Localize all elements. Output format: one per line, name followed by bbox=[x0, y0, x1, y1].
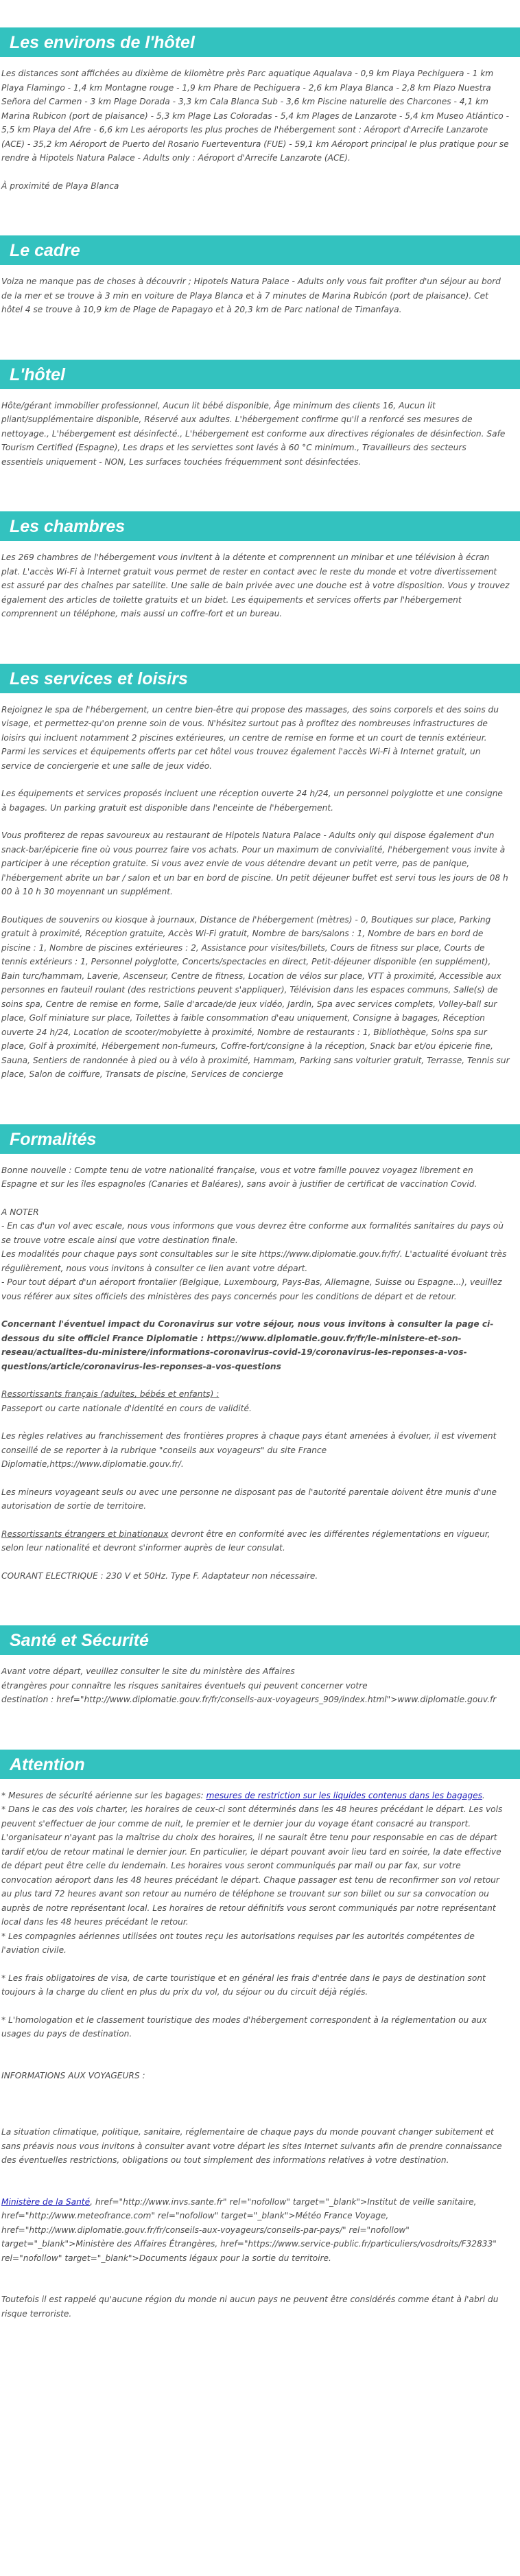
services-paragraph-4: Boutiques de souvenirs ou kiosque à journaux, Distance de l'hébergement (mètres) - 0, Boutiques sur place, Parking gratuit à proximité, Réception gratuite, Accès Wi-Fi gratuit, Nombre de bars/salons : 1, Nombre de bars en bord de piscine : 1, Nombre de piscines extérieures : 2, Assistance pour visites/billets, Cours de fitness sur place, Courts de tennis extérieurs : 1, Personnel polyglotte, Concerts/spectacles en direct, Petit-déjeuner disponible (en supplément), Bain turc/hammam, Laverie, Ascenseur, Centre de fitness, Location de vélos sur place, VTT à proximité, Accessible aux personnes en fauteuil roulant (des restrictions peuvent s'appliquer), Télévision dans les espaces communs, Salle(s) de soins spa, Centre de remise en forme, Salle d'arcade/de jeux vidéo, Jardin, Spa avec services complets, Volley-ball sur place, Golf miniature sur place, Toilettes à faible consommation d'eau uniquement, Consigne à bagages, Réception ouverte 24 h/24, Location de scooter/mobylette à proximité, Nombre de restaurants : 1, Bibliothèque, Soins spa sur place, Golf à proximité, Hébergement non-fumeurs, Coffre-fort/consigne à la réception, Snack bar et/ou épicerie fine, Sauna, Sentiers de randonnée à pied ou à vélo à proximité, Hammam, Parking sans voiturier gratuit, Terrasse, Tennis sur place, Salon de coiffure, Transats de piscine, Services de concierge bbox=[1, 914, 510, 1079]
chambres-paragraph: Les 269 chambres de l'hébergement vous invitent à la détente et comprennent un minibar et une télévision à écran plat. L'accès Wi-Fi à Internet gratuit vous permet de rester en contact avec le reste du monde et votre divertissement est assuré par des chaînes par satellite. Une salle de bain privée avec une douche est à votre disposition. Vous y trouvez également des articles de toilette gratuits et un bidet. Les équipements et services offerts par l'hébergement comprennent un téléphone, mais aussi un coffre-fort et un bureau. bbox=[1, 553, 510, 618]
section-hotel bbox=[0, 360, 520, 469]
etrangers-text: devront être en conformité avec les différentes réglementations en vigueur, selon leur nationalité et devront s'informer auprès de leur consulat. bbox=[1, 1529, 491, 1553]
courant-electrique: COURANT ELECTRIQUE : 230 V et 50Hz. Type F. Adaptateur non nécessaire. bbox=[1, 1570, 318, 1581]
ministere-paragraph bbox=[1, 2195, 510, 2266]
ministere-links-text: , href="http://www.invs.sante.fr" rel="nofollow" target="_blank">Institut de veille sanitaire, href="http://www.meteofrance.com" rel="nofollow" target="_blank">Météo France Voyage, href="http://www.diplomatie.gouv.fr/fr/conseils-aux-voyageurs/conseils-par-pays/" rel="nofollow" target="_blank">Ministère des Affaires Étrangères, href="https://www.service-public.fr/particuliers/vosdroits/F32833" rel="nofollow" target="_blank">Documents légaux pour la sortie du territoire. bbox=[1, 2196, 497, 2263]
section-cadre bbox=[0, 235, 520, 317]
mineurs-paragraph: Les mineurs voyageant seuls ou avec une personne ne disposant pas de l'autorité parentale doivent être munis d'une autorisation de sortie de territoire. bbox=[1, 1487, 497, 1511]
etrangers-label: Ressortissants étrangers et binationaux bbox=[1, 1529, 169, 1539]
sante-line: étrangères pour connaître les risques sanitaires éventuels qui peuvent concerner votre bbox=[1, 1680, 368, 1691]
environs-proximity: À proximité de Playa Blanca bbox=[1, 181, 119, 191]
services-paragraph-2: Les équipements et services proposés incluent une réception ouverte 24 h/24, un personnel polyglotte et une consigne à bagages. Un parking gratuit est disponible dans l'enceinte de l'hébergement. bbox=[1, 789, 503, 813]
sante-line: Avant votre départ, veuillez consulter le site du ministère des Affaires bbox=[1, 1667, 295, 1676]
section-title-hotel: L'hôtel bbox=[0, 360, 520, 389]
mesures-line bbox=[1, 1789, 510, 1803]
formalites-intro: Bonne nouvelle : Compte tenu de votre nationalité française, vous et votre famille pouvez voyagez librement en Espagne et sur les îles espagnoles (Canaries et Baléares), sans avoir à justifier de certificat de vaccination Covid. bbox=[1, 1165, 477, 1189]
mesures-prefix: * Mesures de sécurité aérienne sur les bagages: bbox=[1, 1790, 206, 1800]
cadre-paragraph: Voiza ne manque pas de choses à découvrir ; Hipotels Natura Palace - Adults only vous fait profiter d'un séjour au bord de la mer et se trouve à 3 min en voiture de Playa Blanca et à 7 minutes de Marina Rubicón (port de plaisance). Cet hôtel 4 se trouve à 10,9 km de Plage de Papagayo et à 20,3 km de Parc national de Timanfaya. bbox=[1, 277, 501, 314]
services-paragraph-3: Vous profiterez de repas savoureux au restaurant de Hipotels Natura Palace - Adults only qui dispose également d'un snack-bar/épicerie fine où vous pourrez faire vos achats. Pour un maximum de convivialité, l'hébergement vous invite à participer à une réception gratuite. Si vous avez envie de vous détendre devant un petit verre, pas de panique, l'hébergement abrite un bar / salon et un bar en bord de piscine. Un petit déjeuner buffet est servi tous les jours de 08 h 00 à 10 h 30 moyennant un supplément. bbox=[1, 831, 508, 896]
section-title-cadre: Le cadre bbox=[0, 235, 520, 265]
section-sante bbox=[0, 1625, 520, 1707]
homologation-paragraph: * L'homologation et le classement touristique des modes d'hébergement correspondent à la réglementation ou aux usages du pays de destination. bbox=[1, 2015, 487, 2039]
informations-voyageurs-title: INFORMATIONS AUX VOYAGEURS : bbox=[1, 2070, 145, 2080]
section-chambres bbox=[0, 511, 520, 621]
note-line: A NOTER bbox=[1, 1207, 39, 1217]
note-line: - Pour tout départ d'un aéroport frontalier (Belgique, Luxembourg, Pays-Bas, Allemagne, Suisse ou Espagne...), veuillez vous référer aux sites officiels des ministères des pays concernés pour les conditions de départ et de retour. bbox=[1, 1277, 502, 1301]
vols-paragraph: * Dans le cas des vols charter, les horaires de ceux-ci sont déterminés dans les 48 heures précédant le départ. Les vols peuvent s'effectuer de jour comme de nuit, le premier et le dernier jour du voyage étant consacré au transport. L'organisateur n'ayant pas la maîtrise du choix des horaires, il ne saurait être tenu pour responsable en cas de départ tardif et/ou de retour matinal le dernier jour. En particulier, le départ pouvant avoir lieu tard en soirée, la date effective de départ peut être celle du lendemain. Les horaires vous seront communiqués par mail ou par fax, sur votre convocation aéroport dans les 48 heures précédant le départ. Chaque passager est tenu de reconfirmer son vol retour au plus tard 72 heures avant son retour au numéro de téléphone se trouvant sur son billet ou sur sa convocation ou auprès de notre représentant local. Les horaires de retour définitifs vous seront communiqués par notre représentant local dans les 48 heures précédant le retour. bbox=[1, 1805, 503, 1927]
section-title-formalites: Formalités bbox=[0, 1124, 520, 1154]
coronavirus-notice: Concernant l'éventuel impact du Coronavirus sur votre séjour, nous vous invitons à consulter la page ci-dessous du site officiel France Diplomatie : https://www.diplomatie.gouv.fr/fr/le-ministere-et-son-reseau/actualites-du-ministere/informations-coronavirus-covid-19/coronavirus-les-reponses-a-vos-questions/article/coronavirus-les-reponses-a-vos-questions bbox=[1, 1319, 494, 1371]
section-title-attention: Attention bbox=[0, 1750, 520, 1779]
services-paragraph-1: Rejoignez le spa de l'hébergement, un centre bien-être qui propose des massages, des soins corporels et des soins du visage, et permettez-qu'on prenne soin de vous. N'hésitez surtout pas à profitez des nombreuses infrastructures de loisirs qui incluent notamment 2 piscines extérieures, un centre de remise en forme et un court de tennis extérieur. Parmi les services et équipements offerts par cet hôtel vous trouvez également l'accès Wi-Fi à Internet gratuit, un service de conciergerie et une salle de jeux vidéo. bbox=[1, 704, 499, 771]
ministere-sante-link[interactable]: Ministère de la Santé bbox=[1, 2196, 91, 2207]
section-services bbox=[0, 664, 520, 1082]
section-title-environs: Les environs de l'hôtel bbox=[0, 27, 520, 57]
section-title-sante: Santé et Sécurité bbox=[0, 1625, 520, 1655]
note-line: Les modalités pour chaque pays sont consultables sur le site https://www.diplomatie.gouv.fr/fr/. L'actualité évoluant très régulièrement, nous vous invitons à consulter ce lien avant votre départ. bbox=[1, 1249, 507, 1273]
section-environs bbox=[0, 27, 520, 193]
ressortissants-text: Passeport ou carte nationale d'identité en cours de validité. bbox=[1, 1403, 252, 1413]
section-attention bbox=[0, 1750, 520, 2321]
etrangers-paragraph bbox=[1, 1527, 510, 1555]
section-title-services: Les services et loisirs bbox=[0, 664, 520, 693]
note-line: - En cas d'un vol avec escale, nous vous informons que vous devrez être conforme aux formalités sanitaires du pays où se trouve votre escale ainsi que votre destination finale. bbox=[1, 1221, 504, 1245]
toutefois-paragraph: Toutefois il est rappelé qu'aucune région du monde ni aucun pays ne peuvent être considérés comme étant à l'abri du risque terroriste. bbox=[1, 2295, 499, 2319]
mesures-restriction-link[interactable]: mesures de restriction sur les liquides contenus dans les bagages bbox=[206, 1790, 482, 1800]
mesures-suffix: . bbox=[482, 1790, 485, 1800]
environs-paragraph: Les distances sont affichées au dixième de kilomètre près Parc aquatique Aqualava - 0,9 km Playa Pechiguera - 1 km Playa Flamingo - 1,4 km Montagne rouge - 1,9 km Phare de Pechiguera - 2,6 km Playa Blanca - 2,8 km Plazo Nuestra Señora del Carmen - 3 km Plage Dorada - 3,3 km Cala Blanca Sub - 3,6 km Piscine naturelle des Charcones - 4,1 km Marina Rubicon (port de plaisance) - 5,3 km Plage Las Coloradas - 5,4 km Plages de Lanzarote - 5,4 km Museo Atlántico - 5,5 km Playa del Afre - 6,6 km Les aéroports les plus proches de l'hébergement sont : Aéroport d'Arrecife Lanzarote (ACE) - 35,2 km Aéroport de Puerto del Rosario Fuerteventura (FUE) - 59,1 km Aéroport principal le plus pratique pour se rendre à Hipotels Natura Palace - Adults only : Aéroport d'Arrecife Lanzarote (ACE). bbox=[1, 69, 510, 163]
formalites-note bbox=[1, 1205, 510, 1304]
hotel-paragraph: Hôte/gérant immobilier professionnel, Aucun lit bébé disponible, Âge minimum des clients 16, Aucun lit pliant/supplémentaire disponible, Réservé aux adultes. L'hébergement confirme qu'il a renforcé ses mesures de nettoyage., L'hébergement est désinfecté., L'hébergement est conforme aux directives régionales de désinfection. Safe Tourism Certified (Espagne), Les draps et les serviettes sont lavés à 60 °C minimum., Travailleurs des secteurs essentiels uniquement - NON, Les surfaces touchées fréquemment sont désinfectées. bbox=[1, 400, 506, 467]
section-formalites bbox=[0, 1124, 520, 1583]
taxes-paragraph: * Les frais obligatoires de visa, de carte touristique et en général les frais d'entrée dans le pays de destination sont toujours à la charge du client en plus du prix du vol, du séjour ou du circuit déjà réglés. bbox=[1, 1973, 486, 1997]
compagnies-paragraph: * Les compagnies aériennes utilisées ont toutes reçu les autorisations requises par les autorités compétentes de l'aviation civile. bbox=[1, 1931, 475, 1955]
section-title-chambres: Les chambres bbox=[0, 511, 520, 541]
sante-line: destination : href="http://www.diplomatie.gouv.fr/fr/conseils-aux-voyageurs_909/index.html">www.diplomatie.gouv.fr bbox=[1, 1695, 497, 1704]
sante-paragraph bbox=[1, 1664, 510, 1707]
ressortissants-block bbox=[1, 1387, 510, 1415]
regles-paragraph: Les règles relatives au franchissement des frontières propres à chaque pays étant amenées à évoluer, il est vivement conseillé de se reporter à la rubrique "conseils aux voyageurs" du site France Diplomatie,https://www.diplomatie.gouv.fr/. bbox=[1, 1431, 497, 1469]
ressortissants-label: Ressortissants français (adultes, bébés et enfants) : bbox=[1, 1389, 220, 1399]
situation-paragraph: La situation climatique, politique, sanitaire, réglementaire de chaque pays du monde pouvant changer subitement et sans préavis nous vous invitons à consulter avant votre départ les sites Internet suivants afin de prendre connaissance des éventuelles restrictions, obligations ou tout simplement des informations relatives à votre destination. bbox=[1, 2127, 502, 2165]
